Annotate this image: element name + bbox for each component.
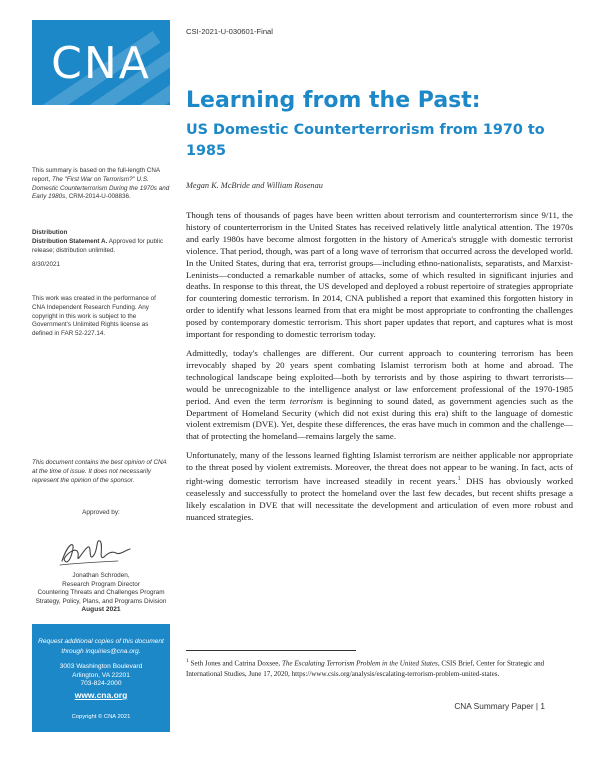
request-copies-text: Request additional copies of this document through inquiries@cna.org. (38, 638, 164, 655)
paragraph-2-start: Admittedly, today's challenges are different. Our current approach to countering terrorism has been irrevocably shaped by 20 years spent combating Islamist terrorism both at home and abroad. The technological landscape being exploited—both by terrorists and by those aspiring to thwart terrorists—would be unrecognizable to the intelligence analyst or law enforcement professional of the 1970-1985 period. And even the term (186, 347, 573, 406)
footnote-number: 1 (186, 658, 189, 664)
body-text (186, 210, 573, 531)
page-subtitle: US Domestic Counterterrorism from 1970 to 1985 (186, 122, 545, 159)
signature-image (58, 535, 138, 569)
signer-program: Countering Threats and Challenges Program (37, 589, 165, 597)
paragraph-3 (186, 450, 573, 523)
distribution-heading: Distribution (32, 229, 68, 236)
rights-note-text: This work was created in the performance of CNA Independent Research Funding. Any copyright in this work is subject to the Government's Unlimited Rights license as defined in FAR 52-227.14. (32, 295, 156, 338)
signer-block (32, 572, 170, 606)
distribution-statement-label: Distribution Statement A. (32, 237, 108, 245)
address-street: 3003 Washington Boulevard (59, 663, 143, 670)
publication-date: August 2021 (81, 606, 121, 613)
paragraph-2-end: is beginning to sound dated, as government agencies such as the Department of Homeland Security (which did not exist during this era) shift to the language of domestic violent extremism (DVE). Yet, despite these differences, the eras have much in common and the challenge—that of protecting the homeland—remains largely the same. (186, 395, 573, 442)
distribution-block (32, 229, 170, 270)
signer-title: Research Program Director (62, 580, 140, 588)
address-city: Arlington, VA 22201 (72, 671, 130, 679)
mailing-address (38, 663, 164, 689)
footnote-ref[interactable]: 1 (457, 476, 461, 483)
opinion-note-text: This document contains the best opinion of CNA at the time of issue. It does not necessarily represent the opinion of the sponsor. (32, 459, 167, 484)
copyright-notice: Copyright © CNA 2021 (71, 714, 131, 720)
signer-division: Strategy, Policy, Plans, and Programs Division (35, 597, 167, 605)
cna-logo (32, 20, 170, 105)
rights-note (32, 295, 170, 339)
phone-number: 703-824-2000 (80, 680, 122, 688)
summary-note-plain: This summary is based on the full-length CNA report, (32, 167, 160, 183)
summary-note-report-title: The "First War on Terrorism?" U.S. Domestic Counterterrorism During the 1970s and Early 1980s (32, 175, 170, 201)
approved-by-label: Approved by: (82, 509, 120, 516)
paragraph-2 (186, 348, 573, 443)
paragraph-3-end: DHS has obviously worked ceaselessly and successfully to protect the homeland over the last few decades, but recent shifts presage a likely escalation in DVE that will necessitate the development and articulation of even more robust and nuanced strategies. (186, 475, 574, 522)
signer-name: Jonathan Schroden, (72, 572, 130, 579)
distribution-date: 8/30/2021 (32, 261, 61, 269)
opinion-note (32, 459, 170, 485)
paragraph-2-term: terrorism (289, 395, 323, 406)
logo-text: CNA (51, 38, 151, 89)
summary-note-report-number: , CRM-2014-U-008836. (65, 193, 131, 201)
footnote (186, 656, 573, 680)
footnote-citation: , CSIS Brief, Center for Strategic and International Studies, June 17, 2020, https://www.csis.org/analysis/escalating-terrorism-problem-united-states. (186, 659, 545, 678)
website-link[interactable]: www.cna.org (74, 690, 128, 700)
page-title: Learning from the Past: (186, 88, 481, 113)
footnote-authors: Seth Jones and Catrina Doxsee, (188, 659, 282, 668)
footnote-title: The Escalating Terrorism Problem in the United States (281, 659, 438, 668)
distribution-statement-text: Approved for public release; distribution unlimited. (32, 237, 164, 254)
authors: Megan K. McBride and William Rosenau (186, 181, 323, 190)
summary-source-note (32, 167, 170, 202)
contact-box (32, 624, 170, 732)
page-footer: CNA Summary Paper | 1 (454, 701, 545, 711)
paragraph-1: Though tens of thousands of pages have been written about terrorism and counterterrorism since 9/11, the history of counterterrorism in the United States has received relatively little analytical attention. The 1970s and early 1980s have become almost forgotten in the history of America's struggle with domestic terrorist violence. That period, though, was part of a long wave of terrorism that occurred across the developed world. In the United States, during that era, terrorist groups—including ethno-nationalists, separatists, and Marxist-Leninists—conducted a remarkable number of attacks, some of which resulted in significant injuries and deaths. In response to this threat, the US developed and deployed a robust repertoire of strategies appropriate for countering domestic terrorism. In 2014, CNA published a report that examined this forgotten history in order to identify what lessons learned from that era might be most appropriate to confronting the challenges posed by contemporary domestic terrorism. This short paper updates that report, and captures what is most important for responding to domestic terrorism today. (186, 210, 573, 340)
report-id: CSI-2021-U-030601-Final (186, 27, 273, 36)
footnote-divider (186, 650, 356, 651)
paragraph-3-start: Unfortunately, many of the lessons learned fighting Islamist terrorism are neither applicable nor appropriate to the threat posed by violent extremists. Moreover, the threat does not appear to be waning. In fact, acts of right-wing domestic terrorism have increased steadily in recent years. (186, 450, 573, 486)
